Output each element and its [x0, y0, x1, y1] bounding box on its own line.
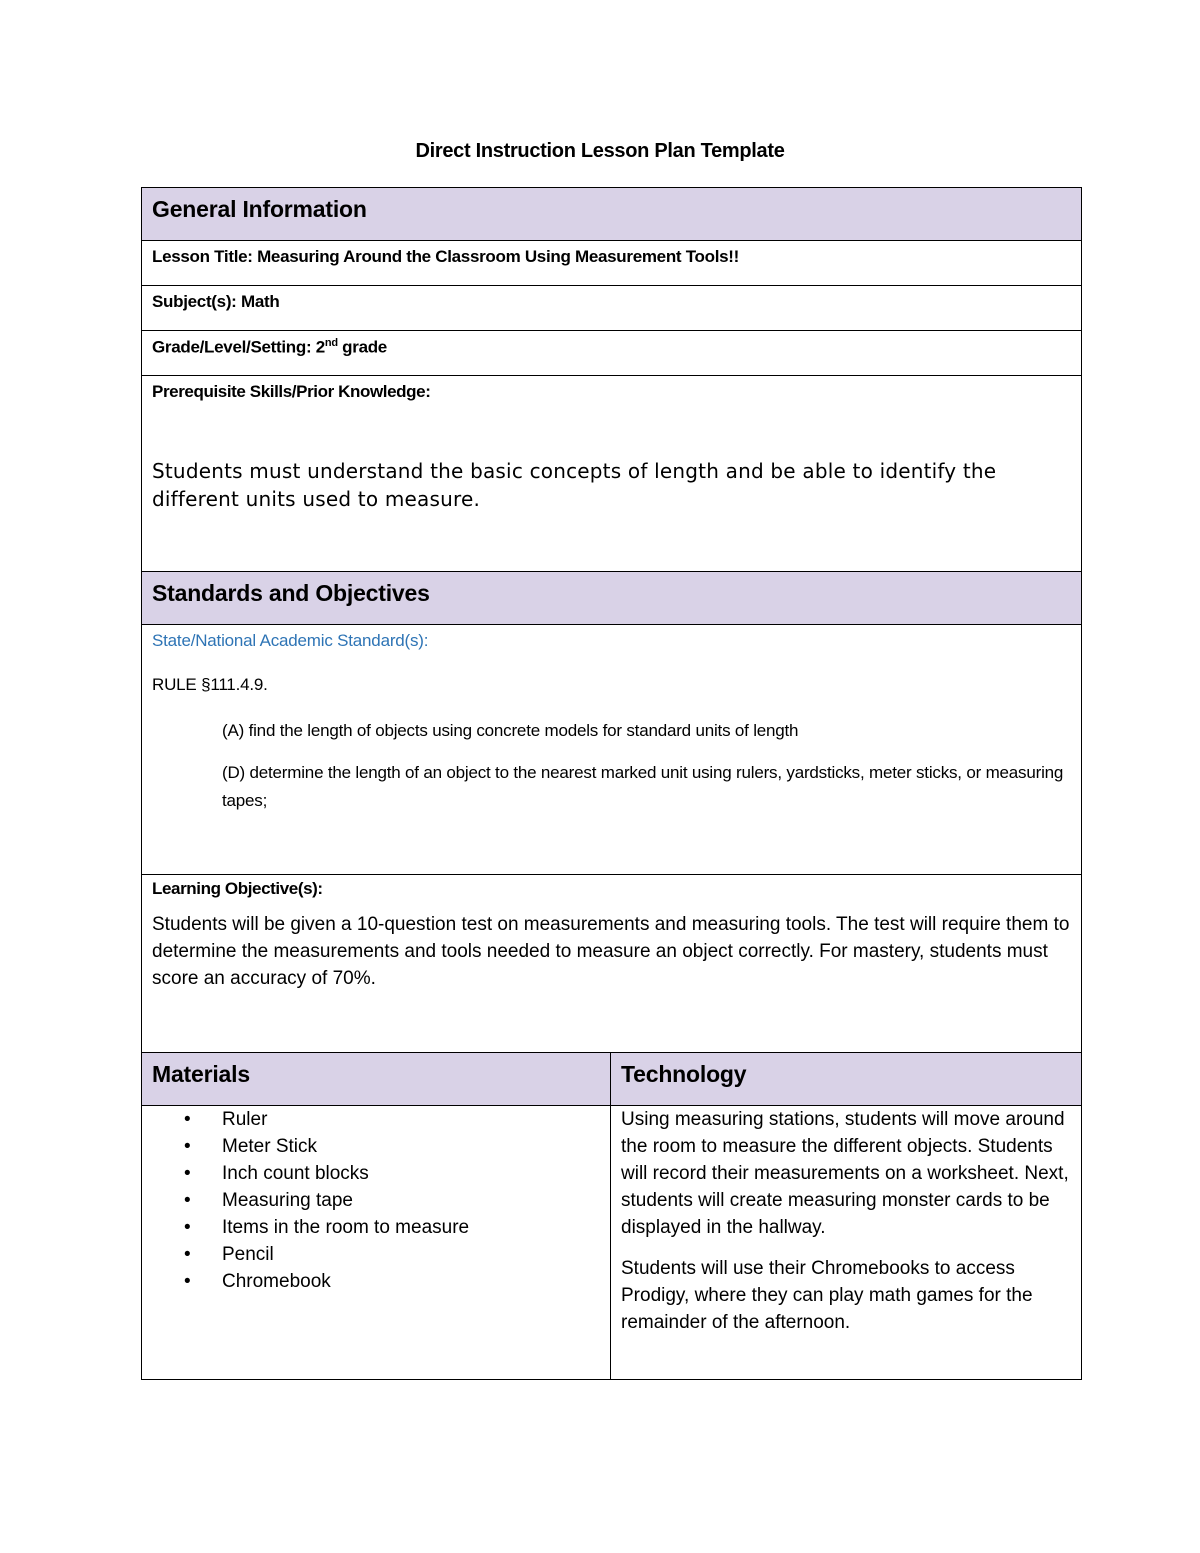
- standard-item-a: (A) find the length of objects using concrete models for standard units of length: [222, 721, 799, 740]
- standards-objectives-header: [142, 572, 1082, 625]
- material-label: Items in the room to measure: [222, 1217, 470, 1238]
- bullet-icon: •: [184, 1109, 191, 1130]
- learning-objective-label: Learning Objective(s):: [152, 879, 323, 898]
- grade-label: Grade/Level/Setting: 2: [152, 337, 325, 357]
- learning-objective-row: [142, 875, 1082, 1053]
- material-label: Pencil: [222, 1244, 274, 1265]
- page-title: Direct Instruction Lesson Plan Template: [415, 140, 785, 162]
- bullet-icon: •: [184, 1190, 191, 1211]
- material-label: Chromebook: [222, 1271, 331, 1292]
- bullet-icon: •: [184, 1136, 191, 1157]
- list-item: [152, 1241, 600, 1268]
- prerequisite-row: [142, 376, 1082, 572]
- materials-heading: Materials: [152, 1061, 250, 1087]
- bullet-icon: •: [184, 1163, 191, 1184]
- technology-header: [611, 1053, 1082, 1106]
- general-information-heading: General Information: [152, 196, 367, 222]
- materials-header: [142, 1053, 611, 1106]
- material-label: Inch count blocks: [222, 1163, 369, 1184]
- standard-item-d: (D) determine the length of an object to the nearest marked unit using rulers, yardsticks, meter sticks, or measuring tapes;: [222, 763, 1064, 810]
- bullet-icon: •: [184, 1271, 191, 1292]
- bullet-icon: •: [184, 1244, 191, 1265]
- rule-reference: RULE §111.4.9.: [152, 675, 268, 694]
- prerequisite-label: Prerequisite Skills/Prior Knowledge:: [152, 382, 431, 401]
- technology-cell: [611, 1106, 1082, 1380]
- prerequisite-text: Students must understand the basic concepts of length and be able to identify the different units used to measure.: [152, 459, 997, 511]
- list-item: [152, 1106, 600, 1133]
- lesson-plan-table: [141, 187, 1082, 1380]
- list-item: [152, 1133, 600, 1160]
- lesson-title-row: [142, 241, 1082, 286]
- learning-objective-text: Students will be given a 10-question test on measurements and measuring tools. The test will require them to determine the measurements and tools needed to measure an object correctly. For mastery, students must score an accuracy of 70%.: [152, 914, 1070, 989]
- material-label: Meter Stick: [222, 1136, 318, 1157]
- material-label: Ruler: [222, 1109, 268, 1130]
- list-item: [152, 1160, 600, 1187]
- grade-superscript: nd: [324, 337, 338, 349]
- bullet-icon: •: [184, 1217, 191, 1238]
- standards-row: [142, 625, 1082, 875]
- materials-list: [152, 1106, 600, 1295]
- list-item: [152, 1268, 600, 1295]
- technology-heading: Technology: [621, 1061, 747, 1087]
- technology-paragraph: Students will use their Chromebooks to access Prodigy, where they can play math games for the remainder of the afternoon.: [621, 1258, 1033, 1333]
- grade-row: [142, 331, 1082, 376]
- list-item: [152, 1187, 600, 1214]
- subjects-row: [142, 286, 1082, 331]
- standards-objectives-heading: Standards and Objectives: [152, 580, 430, 606]
- materials-cell: [142, 1106, 611, 1380]
- standard-label: State/National Academic Standard(s):: [152, 631, 429, 650]
- lesson-title: Lesson Title: Measuring Around the Classroom Using Measurement Tools!!: [152, 247, 739, 266]
- general-information-header: [142, 188, 1082, 241]
- grade-suffix: grade: [337, 337, 387, 357]
- list-item: [152, 1214, 600, 1241]
- material-label: Measuring tape: [222, 1190, 353, 1211]
- technology-paragraph: Using measuring stations, students will move around the room to measure the different objects. Students will record their measurements on a worksheet. Next, students will create measuring monster cards to be displayed in the hallway.: [621, 1109, 1069, 1238]
- subjects: Subject(s): Math: [152, 292, 280, 311]
